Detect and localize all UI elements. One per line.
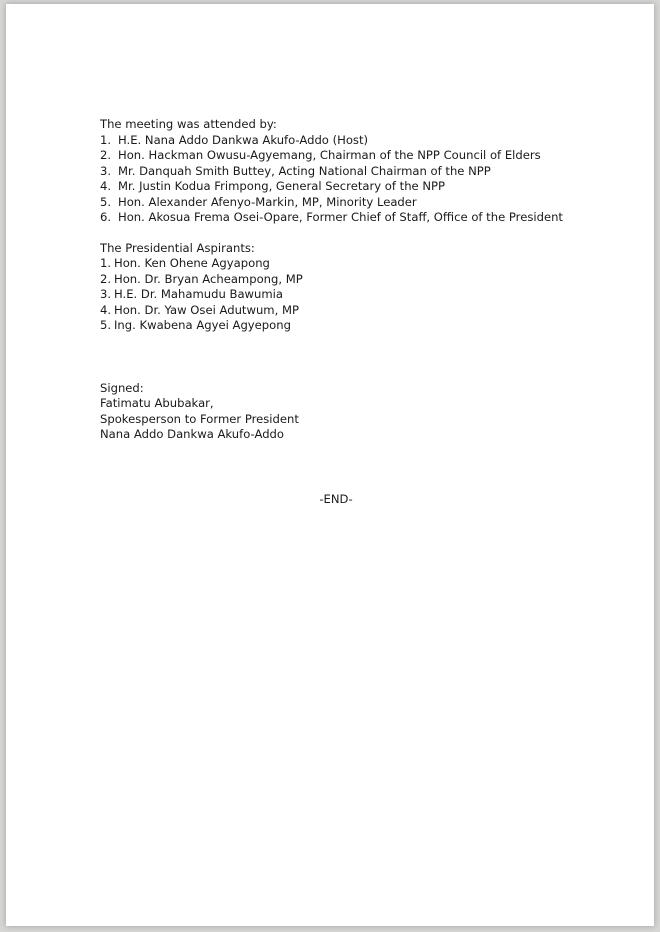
signatory-name: Fatimatu Abubakar, (100, 396, 214, 410)
signature-label: Signed: (100, 380, 144, 395)
signatory-office: Nana Addo Dankwa Akufo-Addo (100, 427, 284, 441)
list-item: 4. Mr. Justin Kodua Frimpong, General Secretary of the NPP (100, 179, 446, 193)
document-body (100, 117, 620, 443)
list-item: 3. H.E. Dr. Mahamudu Bawumia (100, 287, 283, 301)
list-item: 3. Mr. Danquah Smith Buttey, Acting National Chairman of the NPP (100, 163, 491, 178)
aspirants-heading: The Presidential Aspirants: (100, 240, 255, 255)
list-item: 5. Ing. Kwabena Agyei Agyepong (100, 318, 291, 332)
section-spacer (100, 334, 620, 381)
aspirant-list (100, 256, 620, 334)
attendance-heading: The meeting was attended by: (100, 117, 277, 131)
attendee-list (100, 133, 620, 226)
list-item: 6. Hon. Akosua Frema Osei-Opare, Former Chief of Staff, Office of the President (100, 210, 563, 224)
signatory-title: Spokesperson to Former President (100, 411, 299, 426)
document-page (6, 4, 654, 926)
list-item: 1. H.E. Nana Addo Dankwa Akufo-Addo (Host) (100, 132, 369, 147)
list-item: 4. Hon. Dr. Yaw Osei Adutwum, MP (100, 302, 299, 317)
list-item: 5. Hon. Alexander Afenyo-Markin, MP, Minority Leader (100, 194, 417, 209)
list-item: 2. Hon. Dr. Bryan Acheampong, MP (100, 271, 303, 286)
signature-block (100, 381, 620, 443)
end-marker: -END- (319, 492, 353, 506)
list-item: 1. Hon. Ken Ohene Agyapong (100, 256, 270, 270)
list-item: 2. Hon. Hackman Owusu-Agyemang, Chairman of the NPP Council of Elders (100, 148, 541, 162)
section-spacer (100, 226, 620, 241)
